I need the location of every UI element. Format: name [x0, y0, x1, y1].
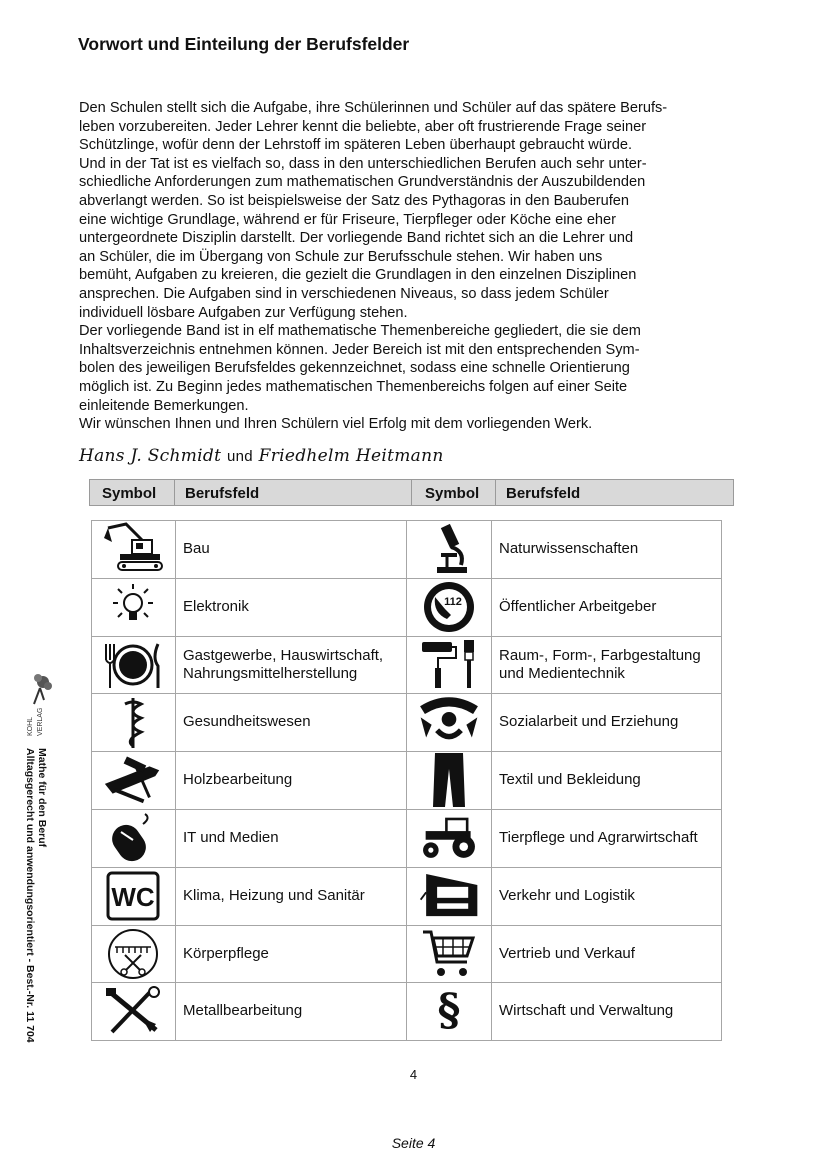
- paragraph-glyph: §: [437, 985, 461, 1037]
- intro-line: einleitende Bemerkungen.: [79, 397, 249, 414]
- berufsfeld-label: [183, 982, 408, 1040]
- intro-line: Schützlinge, wofür denn der Lehrstoff im späteren Leben überhaupt gebraucht würde.: [79, 137, 633, 154]
- signature: [79, 446, 444, 466]
- intro-line: schiedliche Anforderungen zum mathematischen Grundverständnis der Auszubildenden: [79, 174, 646, 191]
- berufsfeld-label-line: Tierpflege und Agrarwirtschaft: [499, 829, 698, 846]
- intro-line: abverlangt werden. So ist beispielsweise der Satz des Pythagoras in den Bauberufen: [79, 192, 630, 209]
- berufsfeld-label-line: Raum-, Form-, Farbgestaltung: [499, 646, 701, 664]
- author-2: Friedhelm Heitmann: [258, 446, 444, 466]
- tractor-icon: [417, 810, 481, 866]
- intro-line: Den Schulen stellt sich die Aufgabe, ihre Schülerinnen und Schüler auf das spätere Berufs-: [79, 100, 668, 116]
- intro-line: Und in der Tat ist es vielfach so, dass in den unterschiedlichen Berufen auch sehr unter-: [79, 155, 647, 172]
- book-subtitle: Alltagsgerecht und anwendungsorientiert - Best.-Nr. 11 704: [24, 748, 36, 1043]
- berufsfeld-label-line: Körperpflege: [183, 944, 269, 962]
- berufsfeld-label: [183, 636, 408, 694]
- intro-line: untergeordnete Disziplin darstellt. Der vorliegende Band richtet sich an die Lehrer und: [79, 230, 634, 247]
- berufsfeld-label-line: Vertrieb und Verkauf: [499, 944, 635, 962]
- berufsfeld-label-line: IT und Medien: [183, 829, 279, 846]
- berufsfeld-label-line: Verkehr und Logistik: [499, 886, 635, 904]
- berufsfeld-label-line: Nahrungsmittelherstellung: [183, 664, 358, 682]
- sidebar-vertical-text: [24, 748, 48, 1043]
- intro-text: [79, 99, 739, 434]
- berufsfeld-label-line: Sozialarbeit und Erziehung: [499, 713, 679, 731]
- plate-cutlery-icon: [101, 637, 165, 693]
- berufsfeld-label: [499, 520, 721, 578]
- truck-icon: [417, 868, 481, 924]
- intro-line: möglich ist. Zu Beginn jedes mathematischen Themenbereichs folgen auf einer Seite: [79, 378, 628, 395]
- berufsfeld-label-line: Bau: [183, 540, 210, 557]
- berufsfeld-label-line: und Medientechnik: [499, 664, 625, 682]
- berufsfeld-label-line: Gastgewerbe, Hauswirtschaft,: [183, 646, 384, 664]
- book-title: Mathe für den Beruf: [36, 748, 48, 848]
- wc-text: WC: [111, 881, 155, 912]
- berufsfeld-label-line: Holzbearbeitung: [183, 771, 293, 789]
- trousers-icon: [417, 752, 481, 808]
- berufsfeld-label: [499, 636, 721, 694]
- comb-scissors-icon: [101, 926, 165, 982]
- badge-112: 112: [444, 595, 462, 608]
- intro-line: individuell lösbare Aufgaben zur Verfügung stehen.: [79, 304, 408, 321]
- page-footer: Seite 4: [391, 1135, 436, 1151]
- signature-conjunction: und: [226, 448, 253, 465]
- intro-line: an Schüler, die im Übergang von Schule zur Berufsschule stehen. Wir haben uns: [79, 248, 603, 265]
- berufsfeld-label-line: Wirtschaft und Verwaltung: [499, 1002, 674, 1020]
- intro-line: bolen des jeweiligen Berufsfeldes gekennzeichnet, sodass eine schnelle Orientierung: [79, 360, 630, 377]
- intro-line: leben vorzubereiten. Jeder Lehrer kennt die beliebte, aber oft frustrierende Frage seiner: [79, 118, 647, 135]
- computer-mouse-icon: [101, 810, 165, 866]
- berufsfeld-label: [183, 809, 408, 867]
- berufsfeld-label: [183, 751, 408, 809]
- intro-line: Inhaltsverzeichnis entnehmen können. Jeder Bereich ist mit den entsprechenden Sym-: [79, 341, 640, 358]
- publisher-logo: [10, 670, 62, 740]
- berufsfeld-label-line: Metallbearbeitung: [183, 1002, 303, 1020]
- excavator-icon: [101, 521, 165, 577]
- intro-line: eine wichtige Grundlage, während er für Friseure, Tierpfleger oder Köche eine eher: [79, 211, 617, 228]
- page-number: 4: [409, 1067, 418, 1082]
- tree-icon: [34, 674, 52, 704]
- publisher-name-1: KOHL: [27, 716, 34, 736]
- header-symbol-1: Symbol: [102, 485, 157, 502]
- berufsfeld-label: [499, 867, 721, 925]
- berufsfeld-label: [499, 982, 721, 1040]
- berufsfeld-label: [183, 578, 408, 636]
- microscope-icon: [417, 521, 481, 577]
- header-field-2: Berufsfeld: [506, 485, 581, 502]
- table-header: [89, 479, 734, 506]
- berufsfeld-label: [499, 693, 721, 751]
- intro-line: ansprechen. Die Aufgaben sind in verschiedenen Niveaus, so dass jedem Schüler: [79, 285, 609, 302]
- hammer-saw-icon: [101, 752, 165, 808]
- header-symbol-2: Symbol: [425, 485, 480, 502]
- intro-line: bemüht, Aufgaben zu kreieren, die gezielt die Grundlagen in den einzelnen Disziplinen: [79, 267, 637, 284]
- paragraph-sign-icon: [417, 983, 481, 1039]
- berufsfeld-label: [499, 809, 721, 867]
- author-1: Hans J. Schmidt: [79, 446, 222, 466]
- berufsfeld-label: [183, 520, 408, 578]
- lightbulb-icon: [101, 579, 165, 635]
- shopping-cart-icon: [417, 926, 481, 982]
- intro-line: Wir wünschen Ihnen und Ihren Schülern viel Erfolg mit dem vorliegenden Werk.: [79, 416, 593, 433]
- berufsfeld-label: [499, 578, 721, 636]
- caduceus-icon: [101, 694, 165, 750]
- berufsfeld-label-line: Öffentlicher Arbeitgeber: [499, 597, 657, 615]
- berufsfeld-label-line: Klima, Heizung und Sanitär: [183, 886, 365, 904]
- crossed-tools-icon: [101, 983, 165, 1039]
- berufsfeld-label-line: Textil und Bekleidung: [499, 771, 641, 789]
- publisher-name-2: VERLAG: [37, 707, 44, 736]
- berufsfeld-label-line: Gesundheitswesen: [183, 713, 311, 731]
- paint-roller-brush-icon: [417, 637, 481, 693]
- intro-line: Der vorliegende Band ist in elf mathematische Themenbereiche gegliedert, die sie dem: [79, 323, 641, 340]
- berufsfeld-label-line: Elektronik: [183, 597, 249, 615]
- berufsfeld-label: [183, 867, 408, 925]
- header-field-1: Berufsfeld: [185, 485, 260, 502]
- people-circle-icon: [417, 694, 481, 750]
- berufsfeld-table: [91, 520, 722, 1040]
- berufsfeld-label: [183, 693, 408, 751]
- berufsfeld-label: [499, 751, 721, 809]
- berufsfeld-label: [499, 925, 721, 983]
- berufsfeld-label: [183, 925, 408, 983]
- wc-sign-icon: [101, 868, 165, 924]
- emergency-112-icon: [417, 579, 481, 635]
- page-title: Vorwort und Einteilung der Berufsfelder: [78, 34, 410, 54]
- berufsfeld-label-line: Naturwissenschaften: [499, 540, 639, 557]
